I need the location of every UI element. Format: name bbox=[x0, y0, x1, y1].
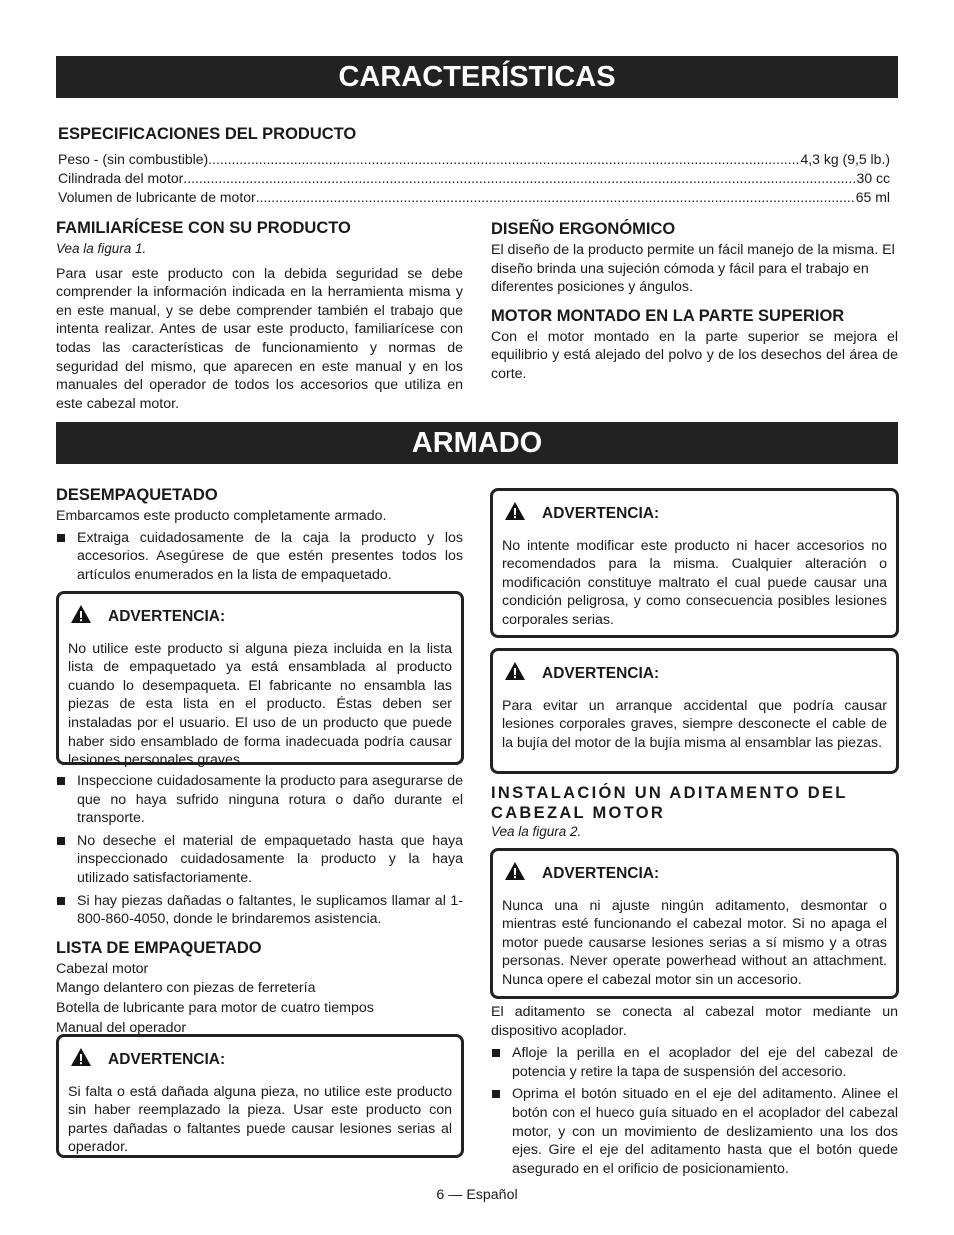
list-item: Oprima el botón situado en el eje del aditamento. Alinee el botón con el hueco guía situado en el acoplador del cabezal motor, y con un movimiento de deslizamiento una los dos ejes. Gire el eje del aditamento hasta que el botón quede asegurado en el orificio de posicionamiento. bbox=[491, 1085, 898, 1178]
warning-header bbox=[504, 661, 887, 687]
desempaquetado-intro: Embarcamos este producto completamente armado. bbox=[56, 508, 387, 524]
familiaricese-heading: FAMILIARÍCESE CON SU PRODUCTO bbox=[56, 219, 351, 237]
figure-note: Vea la figura 2. bbox=[491, 824, 582, 839]
warning-triangle-icon bbox=[70, 1047, 108, 1073]
warning-label: ADVERTENCIA: bbox=[108, 607, 226, 625]
warning-text: No intente modificar este producto ni hacer accesorios no recomendados para la misma. Cualquier alteración o modificación constituye maltrato el cual puede causar una condición peligrosa, y como consecuencia posibles lesiones corporales serias. bbox=[502, 537, 887, 628]
ergonomico-text: El diseño de la producto permite un fácil manejo de la misma. El diseño brinda una sujeción cómoda y fácil para el trabajo en diferentes posiciones y ángulos. bbox=[491, 242, 895, 296]
warning-text: Para evitar un arranque accidental que podría causar lesiones corporales graves, siempre desconecte el cable de la bujía del motor de la bujía misma al ensamblar las piezas. bbox=[502, 697, 887, 751]
warning-box bbox=[490, 488, 899, 638]
spec-label: Volumen de lubricante de motor bbox=[58, 189, 256, 205]
warning-box bbox=[56, 591, 464, 769]
list-item: Si hay piezas dañadas o faltantes, le suplicamos llamar al 1-800-860-4050, donde le brindaremos asistencia. bbox=[56, 892, 463, 929]
spec-label: Peso - (sin combustible) bbox=[58, 151, 209, 167]
warning-triangle-icon bbox=[504, 861, 542, 887]
list-item: Inspeccione cuidadosamente la producto para asegurarse de que no haya sufrido ninguna rotura o daño durante el transporte. bbox=[56, 772, 463, 828]
instalacion-heading: INSTALACIÓN UN ADITAMENTO DEL CABEZAL MOTOR bbox=[491, 784, 848, 822]
section-banner-armado: ARMADO bbox=[56, 422, 898, 464]
instalacion-body bbox=[491, 1003, 898, 1178]
warning-label: ADVERTENCIA: bbox=[542, 504, 660, 522]
warning-text: Nunca una ni ajuste ningún aditamento, desmontar o mientras esté funcionando el cabezal motor. Si no apaga el motor puede causarse lesiones serias a sí mismo y a otras personas. Never operate powerhead without an attachment. Nunca opere el cabezal motor sin un accesorio. bbox=[502, 897, 887, 988]
warning-triangle-icon bbox=[70, 604, 108, 630]
section-banner-caracteristicas: CARACTERÍSTICAS bbox=[56, 56, 898, 98]
list-item: Cabezal motor bbox=[56, 960, 149, 977]
warning-box bbox=[490, 648, 899, 774]
list-item: Manual del operador bbox=[56, 1019, 187, 1036]
specs-heading: ESPECIFICACIONES DEL PRODUCTO bbox=[58, 125, 357, 143]
warning-box bbox=[490, 848, 899, 999]
specs-table bbox=[58, 150, 890, 207]
page-footer: 6 — Español bbox=[436, 1187, 518, 1203]
warning-header bbox=[504, 501, 887, 527]
instalacion-section bbox=[491, 783, 899, 848]
spec-value: 30 cc bbox=[856, 170, 890, 186]
warning-header bbox=[70, 604, 452, 630]
warning-label: ADVERTENCIA: bbox=[542, 864, 660, 882]
lista-heading: LISTA DE EMPAQUETADO bbox=[56, 938, 262, 957]
warning-header bbox=[70, 1047, 452, 1073]
motor-superior-text: Con el motor montado en la parte superior se mejora el equilibrio y está alejado del polvo y de los desechos del área de corte. bbox=[491, 328, 898, 382]
ergonomico-section bbox=[491, 219, 898, 384]
spec-value: 65 ml bbox=[855, 189, 890, 205]
warning-triangle-icon bbox=[504, 661, 542, 687]
warning-label: ADVERTENCIA: bbox=[542, 664, 660, 682]
warning-text: No utilice este producto si alguna pieza incluida en la lista lista de empaquetado ya está ensamblada al producto cuando lo desempaqueta. El fabricante no ensambla las piezas de esta lista en el producto. Éstas deben ser instaladas por el usuario. El uso de un producto que puede haber sido ensamblado de forma inadecuada podría causar lesiones personales graves. bbox=[68, 640, 452, 769]
desempaquetado-heading: DESEMPAQUETADO bbox=[56, 486, 218, 504]
figure-note: Vea la figura 1. bbox=[56, 241, 147, 256]
spec-row bbox=[58, 188, 890, 207]
list-item: Extraiga cuidadosamente de la caja la producto y los accesorios. Asegúrese de que estén presentes todos los artículos enumerados en la lista de empaquetado. bbox=[56, 529, 463, 585]
warning-text: Si falta o está dañada alguna pieza, no utilice este producto sin haber reemplazado la pieza. Usar este producto con partes dañadas o faltantes puede causar lesiones serias al operador. bbox=[68, 1083, 452, 1156]
spec-row bbox=[58, 150, 890, 169]
familiaricese-text: Para usar este producto con la debida seguridad se debe comprender la información indicada en la herramienta misma y en este manual, y se debe comprender también el trabajo que intenta realizar. Antes de usar este producto, familiarícese con todas las características de funcionamiento y normas de seguridad del mismo, que aparecen en este manual y en los manuales del operador de todos los accesorios que utiliza en este cabezal motor. bbox=[56, 265, 463, 412]
motor-superior-heading: MOTOR MONTADO EN LA PARTE SUPERIOR bbox=[491, 306, 845, 325]
warning-label: ADVERTENCIA: bbox=[108, 1050, 226, 1068]
list-item: Afloje la perilla en el acoplador del eje del cabezal de potencia y retire la tapa de suspensión del accesorio. bbox=[491, 1044, 898, 1081]
desempaquetado-bullets bbox=[56, 772, 463, 1039]
specs-heading-wrap bbox=[58, 124, 890, 146]
desempaquetado-section bbox=[56, 485, 463, 584]
familiaricese-section bbox=[56, 218, 463, 413]
warning-triangle-icon bbox=[504, 501, 542, 527]
spec-row bbox=[58, 169, 890, 188]
ergonomico-heading: DISEÑO ERGONÓMICO bbox=[491, 220, 676, 238]
warning-box bbox=[56, 1034, 464, 1158]
spec-label: Cilindrada del motor bbox=[58, 170, 184, 186]
instalacion-intro: El aditamento se conecta al cabezal motor mediante un dispositivo acoplador. bbox=[491, 1004, 898, 1039]
list-item: No deseche el material de empaquetado hasta que haya inspeccionado cuidadosamente la producto y la haya utilizado satisfactoriamente. bbox=[56, 832, 463, 888]
list-item: Botella de lubricante para motor de cuatro tiempos bbox=[56, 1000, 374, 1017]
warning-header bbox=[504, 861, 887, 887]
spec-value: 4,3 kg (9,5 lb.) bbox=[800, 151, 890, 167]
list-item: Mango delantero con piezas de ferretería bbox=[56, 980, 316, 997]
